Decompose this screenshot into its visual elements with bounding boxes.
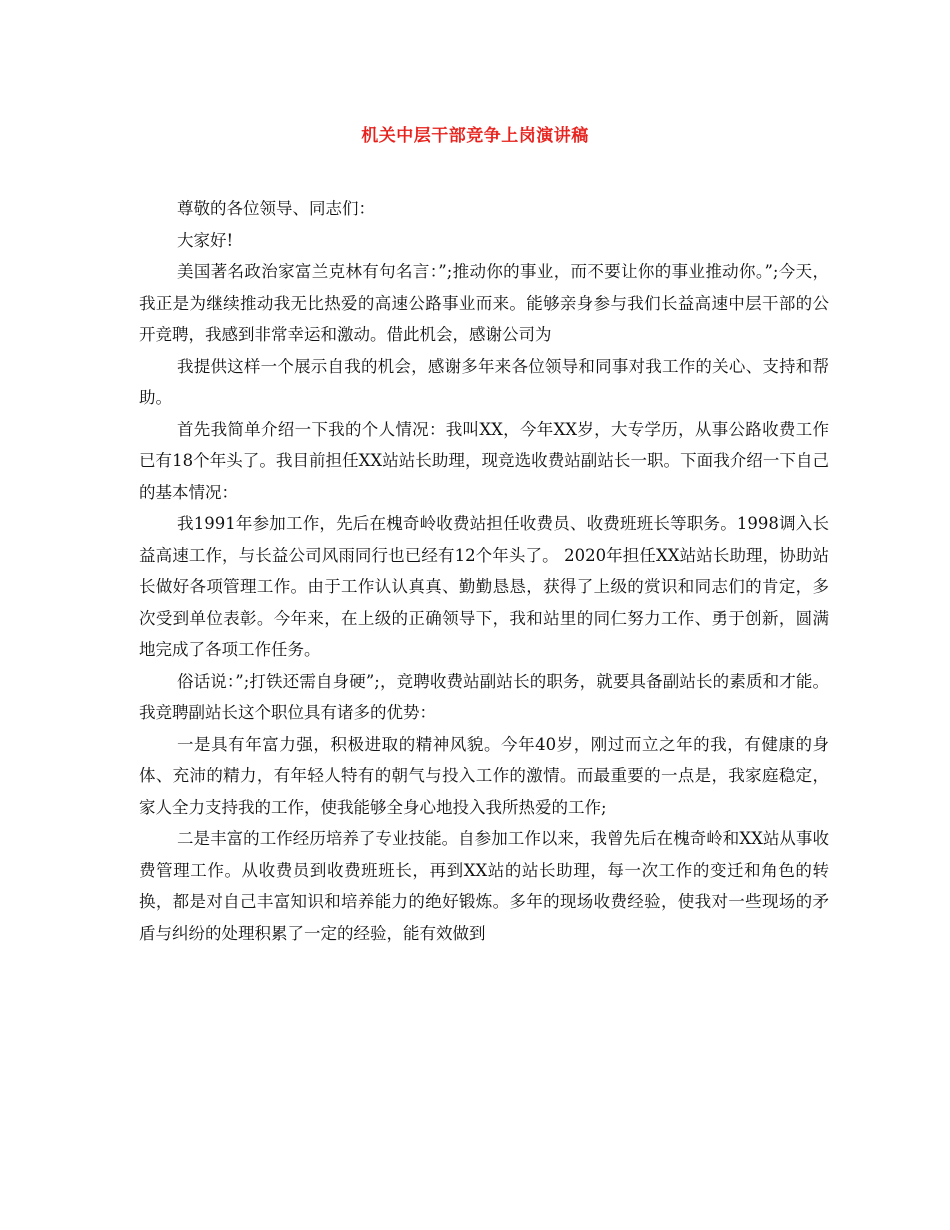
paragraph-thanks: 我提供这样一个展示自我的机会，感谢多年来各位领导和同事对我工作的关心、支持和帮助。 [139,356,829,407]
paragraph-advantage-one: 一是具有年富力强，积极进取的精神风貌。今年40岁，刚过而立之年的我，有健康的身体、充沛的精力，有年轻人特有的朝气与投入工作的激情。而最重要的一点是，我家庭稳定，家人全力支持我的工作，使我能够全身心地投入我所热爱的工作; [139,734,829,817]
paragraph-salutation: 尊敬的各位领导、同志们： [177,199,375,218]
paragraph-introduction: 首先我简单介绍一下我的个人情况：我叫XX，今年XX岁，大专学历，从事公路收费工作已有18个年头了。我目前担任XX站站长助理，现竞选收费站副站长一职。下面我介绍一下自己的基本情况： [139,419,829,502]
paragraph-quote: 美国著名政治家富兰克林有句名言：”;推动你的事业，而不要让你的事业推动你。”;今天，我正是为继续推动我无比热爱的高速公路事业而来。能够亲身参与我们长益高速中层干部的公开竞聘，我感到非常幸运和激动。借此机会，感谢公司为 [139,262,829,344]
paragraph-advantage-two: 二是丰富的工作经历培养了专业技能。自参加工作以来，我曾先后在槐奇岭和XX站从事收费管理工作。从收费员到收费班班长，再到XX站的站长助理，每一次工作的变迁和角色的转换，都是对自己丰富知识和培养能力的绝好锻炼。多年的现场收费经验，使我对一些现场的矛盾与纠纷的处理积累了一定的经验，能有效做到 [139,829,829,943]
paragraph-greeting: 大家好! [177,230,234,250]
document-body [139,193,829,949]
paragraph-work-history: 我1991年参加工作，先后在槐奇岭收费站担任收费员、收费班班长等职务。1998调入长益高速工作，与长益公司风雨同行也已经有12个年头了。 2020年担任XX站站长助理，协助站长做好各项管理工作。由于工作认认真真、勤勤恳恳，获得了上级的赏识和同志们的肯定，多次受到单位表彰。今年来，在上级的正确领导下，我和站里的同仁努力工作、勇于创新，圆满地完成了各项工作任务。 [139,514,829,659]
paragraph-proverb: 俗话说：”;打铁还需自身硬”;，竞聘收费站副站长的职务，就要具备副站长的素质和才能。我竞聘副站长这个职位具有诸多的优势： [139,671,829,722]
document-title: 机关中层干部竞争上岗演讲稿 [361,126,589,146]
